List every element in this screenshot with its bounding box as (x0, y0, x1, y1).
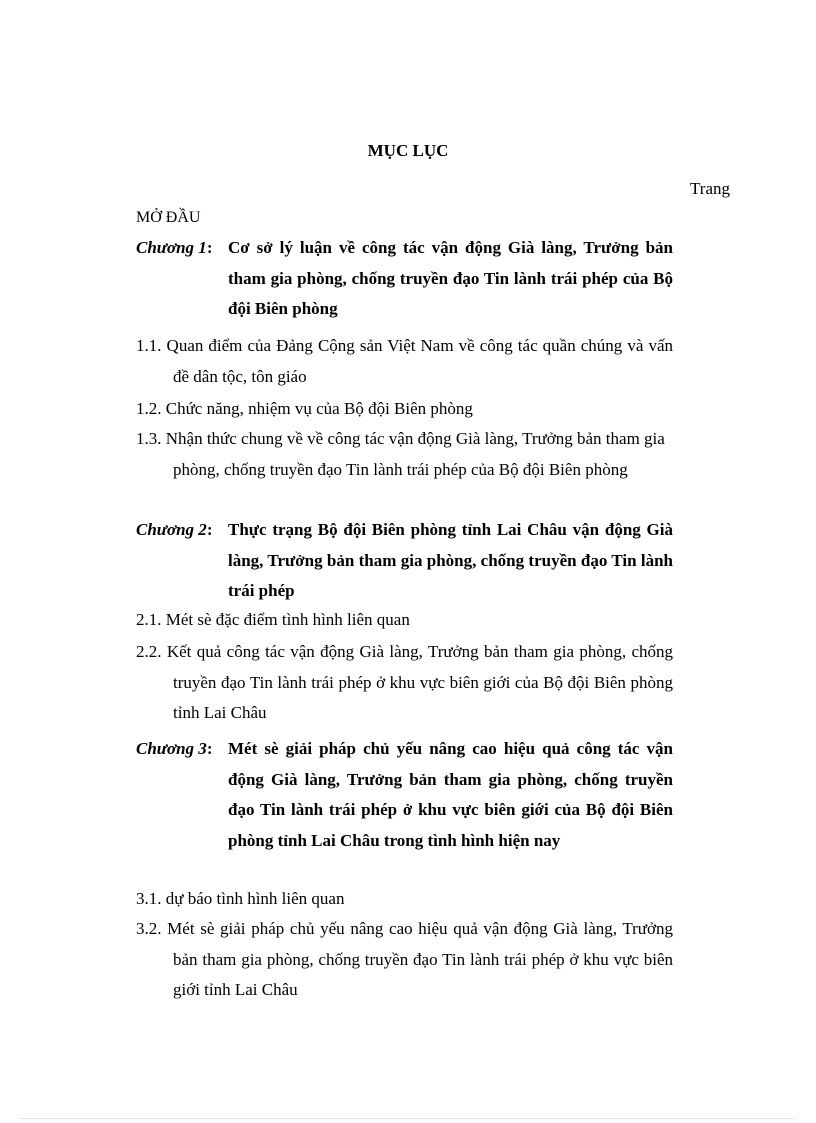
section-number: 3.1. (136, 889, 162, 908)
page-bottom-rule (20, 1118, 796, 1119)
section-text: Quan điểm của Đảng Cộng sản Việt Nam về công tác quần chúng và vấn đề dân tộc, tôn giáo (166, 336, 673, 386)
section-number: 3.2. (136, 919, 162, 938)
chapter-label: Chương 1: (136, 238, 213, 257)
toc-section-3-1 (136, 884, 673, 915)
chapter-1-entry (136, 233, 673, 325)
page-column-label: Trang (690, 179, 730, 198)
intro-entry: MỞ ĐẦU (136, 209, 201, 226)
toc-section-2-1 (136, 605, 673, 636)
toc-section-3-2 (136, 914, 673, 1006)
section-text: dự báo tình hình liên quan (165, 889, 345, 908)
chapter-title: Thực trạng Bộ đội Biên phòng tỉnh Lai Châu vận động Già làng, Trưởng bản tham gia phòng, chống truyền đạo Tin lành trái phép (228, 520, 673, 600)
toc-section-2-2 (136, 637, 673, 729)
toc-section-1-1 (136, 331, 673, 392)
chapter-title: Cơ sở lý luận về công tác vận động Già làng, Trưởng bản tham gia phòng, chống truyền đạo Tin lành trái phép của Bộ đội Biên phòng (228, 238, 673, 318)
section-number: 1.3. (136, 429, 162, 448)
chapter-label: Chương 2: (136, 520, 213, 539)
chapter-title: Mét sè giải pháp chủ yếu nâng cao hiệu quả công tác vận động Già làng, Trưởng bản tham gia phòng, chống truyền đạo Tin lành trái phép ở khu vực biên giới của Bộ đội Biên phòng tỉnh Lai Châu trong tình hình hiện nay (228, 739, 673, 850)
section-number: 2.1. (136, 610, 162, 629)
chapter-3-entry (136, 734, 673, 856)
section-text: Chức năng, nhiệm vụ của Bộ đội Biên phòng (165, 399, 473, 418)
section-text: Kết quả công tác vận động Già làng, Trưởng bản tham gia phòng, chống truyền đạo Tin lành trái phép ở khu vực biên giới của Bộ đội Biên phòng tỉnh Lai Châu (166, 642, 673, 722)
toc-section-1-2 (136, 394, 673, 425)
section-number: 1.2. (136, 399, 162, 418)
section-text: Mét sè đặc điểm tình hình liên quan (165, 610, 410, 629)
toc-section-1-3 (136, 424, 673, 485)
page-title: MỤC LỤC (367, 141, 449, 160)
chapter-2-entry (136, 515, 673, 607)
section-text: Nhận thức chung về về công tác vận động Già làng, Trưởng bản tham gia phòng, chống truyền đạo Tin lành trái phép của Bộ đội Biên phòng (165, 429, 665, 479)
section-text: Mét sè giải pháp chủ yếu nâng cao hiệu quả vận động Già làng, Trưởng bản tham gia phòng, chống truyền đạo Tin lành trái phép ở khu vực biên giới tỉnh Lai Châu (167, 919, 674, 999)
section-number: 2.2. (136, 642, 162, 661)
chapter-label: Chương 3: (136, 739, 213, 758)
section-number: 1.1. (136, 336, 162, 355)
